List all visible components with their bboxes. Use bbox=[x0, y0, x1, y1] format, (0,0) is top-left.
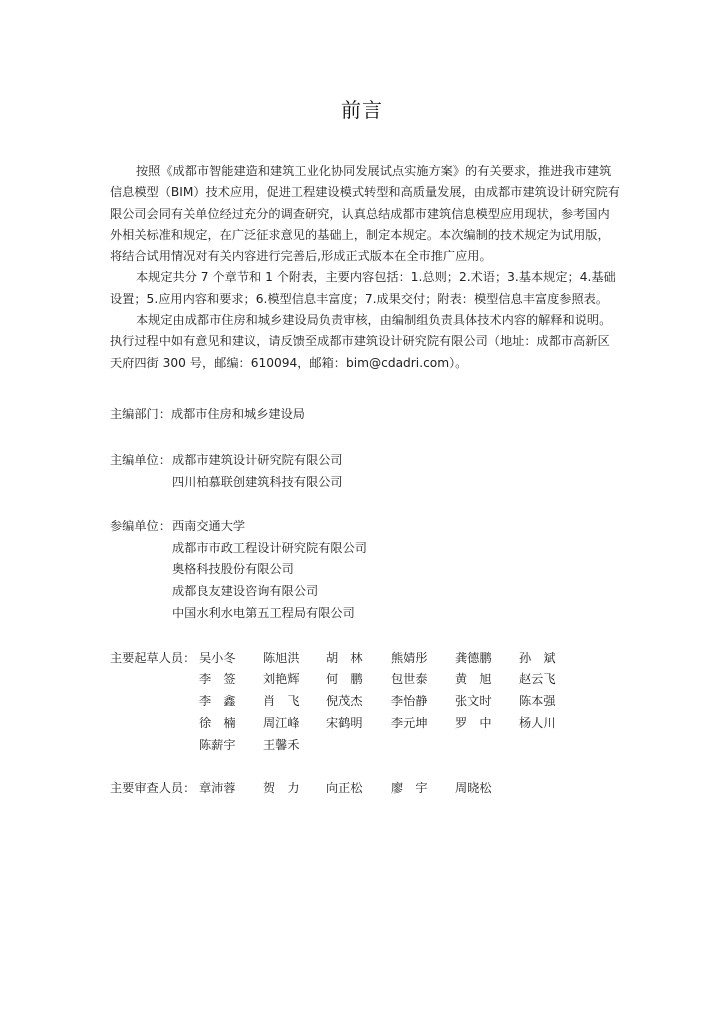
drafter-name: 杨人川 bbox=[519, 716, 556, 730]
chief-unit-item: 成都市建筑设计研究院有限公司 bbox=[172, 453, 343, 467]
drafter-name: 张文时 bbox=[455, 694, 492, 708]
drafter-name: 王馨禾 bbox=[263, 738, 300, 752]
drafter-name: 龚德鹏 bbox=[455, 651, 492, 665]
drafter-name: 周江峰 bbox=[263, 716, 300, 730]
page-title: 前言 bbox=[341, 98, 383, 122]
drafter-name: 肖 飞 bbox=[263, 694, 300, 708]
reviewer-name: 章沛蓉 bbox=[199, 781, 236, 795]
drafter-name: 何 鹏 bbox=[326, 672, 363, 686]
drafter-name: 罗 中 bbox=[455, 716, 492, 730]
drafter-name: 李 鑫 bbox=[199, 694, 236, 708]
drafter-name: 李怡静 bbox=[391, 694, 428, 708]
chief-department-label: 主编部门： bbox=[110, 407, 171, 421]
drafter-name: 李元坤 bbox=[391, 716, 428, 730]
chief-department-row bbox=[110, 405, 305, 422]
participating-unit-item: 成都良友建设咨询有限公司 bbox=[172, 584, 319, 598]
drafter-name: 孙 斌 bbox=[519, 651, 556, 665]
drafter-name: 倪茂杰 bbox=[326, 694, 363, 708]
drafter-name: 刘艳辉 bbox=[263, 672, 300, 686]
participating-unit-item: 成都市市政工程设计研究院有限公司 bbox=[172, 541, 367, 555]
chief-department-value: 成都市住房和城乡建设局 bbox=[170, 407, 305, 421]
drafter-name: 宋鹤明 bbox=[326, 716, 363, 730]
drafter-name: 赵云飞 bbox=[519, 672, 556, 686]
drafter-name: 陈薪宇 bbox=[199, 738, 236, 752]
drafter-name: 徐 楠 bbox=[199, 716, 236, 730]
participating-unit-item: 中国水利水电第五工程局有限公司 bbox=[172, 606, 355, 620]
drafter-name: 吴小冬 bbox=[199, 651, 236, 665]
preface-paragraph: 本规定共分 7 个章节和 1 个附表，主要内容包括：1.总则；2.术语；3.基本规定；4.基础设置；5.应用内容和要求；6.模型信息丰富度；7.成果交付；附表：模型信息丰富度参照表。 bbox=[110, 270, 616, 306]
reviewer-name: 贺 力 bbox=[263, 781, 300, 795]
drafters-label: 主要起草人员： bbox=[110, 651, 196, 665]
chief-units-label: 主编单位： bbox=[110, 453, 171, 467]
drafter-name: 陈旭洪 bbox=[263, 651, 300, 665]
reviewer-name: 周晓松 bbox=[455, 781, 492, 795]
drafter-name: 胡 林 bbox=[326, 651, 363, 665]
participating-unit-item: 西南交通大学 bbox=[172, 519, 246, 533]
drafter-name: 李 签 bbox=[199, 672, 236, 686]
reviewer-name: 廖 宇 bbox=[391, 781, 428, 795]
preface-paragraph: 本规定由成都市住房和城乡建设局负责审核，由编制组负责具体技术内容的解释和说明。执行过程中如有意见和建议，请反馈至成都市建筑设计研究院有限公司（地址：成都市高新区天府四街 300 号，邮编：610094，邮箱：bim@cdadri.com）。 bbox=[110, 313, 612, 370]
drafter-name: 包世泰 bbox=[391, 672, 428, 686]
chief-unit-item: 四川柏慕联创建筑科技有限公司 bbox=[172, 475, 343, 489]
participating-unit-item: 奥格科技股份有限公司 bbox=[172, 562, 294, 576]
preface-body bbox=[110, 161, 620, 374]
preface-paragraph: 按照《成都市智能建造和建筑工业化协同发展试点实施方案》的有关要求，推进我市建筑信息模型（BIM）技术应用，促进工程建设模式转型和高质量发展，由成都市建筑设计研究院有限公司会同有关单位经过充分的调查研究，认真总结成都市建筑信息模型应用现状，参考国内外相关标准和规定，在广泛征求意见的基础上，制定本规定。本次编制的技术规定为试用版，将结合试用情况对有关内容进行完善后,形成正式版本在全市推广应用。 bbox=[110, 164, 620, 264]
reviewer-name: 向正松 bbox=[326, 781, 363, 795]
participating-units-label: 参编单位： bbox=[110, 519, 171, 533]
reviewers-label: 主要审查人员： bbox=[110, 781, 196, 795]
drafter-name: 熊婧彤 bbox=[391, 651, 428, 665]
drafter-name: 陈本强 bbox=[519, 694, 556, 708]
drafter-name: 黄 旭 bbox=[455, 672, 492, 686]
